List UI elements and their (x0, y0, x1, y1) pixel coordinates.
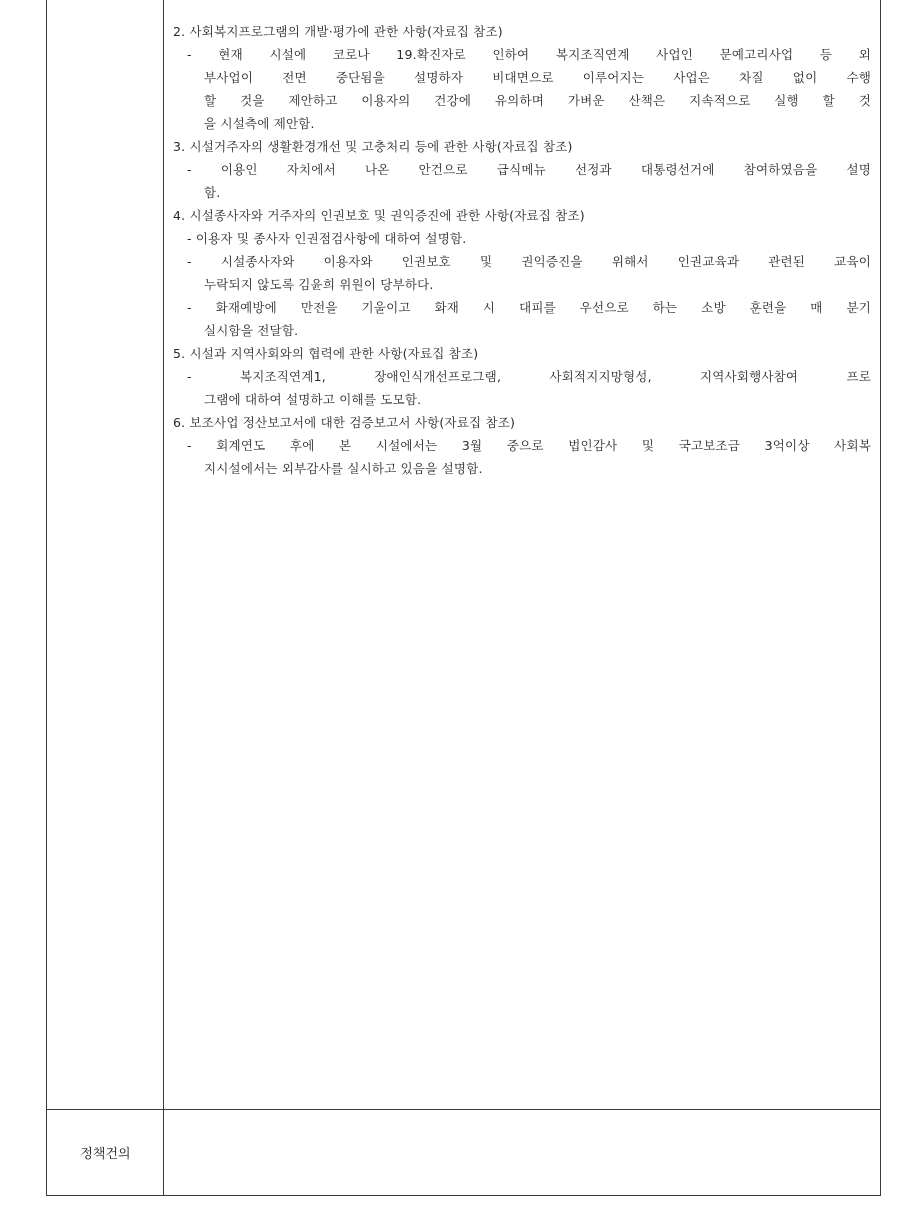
content-line: - 이용자 및 종사자 인권점검사항에 대하여 설명함. (187, 231, 467, 246)
row-divider (47, 1109, 880, 1110)
content-line: 5. 시설과 지역사회와의 협력에 관한 사항(자료집 참조) (173, 346, 479, 361)
content-line: - 회계연도 후에 본 시설에서는 3월 중으로 법인감사 및 국고보조금 3억이상 사회복 (187, 438, 871, 453)
label-column (47, 0, 164, 1195)
minutes-content (173, 20, 871, 480)
content-line: - 현재 시설에 코로나 19.확진자로 인하여 복지조직연계 사업인 문예고리사업 등 외 (187, 47, 871, 62)
content-line: 을 시설측에 제안함. (204, 116, 315, 131)
content-line: 실시함을 전달함. (204, 323, 299, 338)
policy-suggestion-label: 정책건의 (80, 1146, 131, 1162)
content-line: 지시설에서는 외부감사를 실시하고 있음을 설명함. (204, 461, 483, 476)
content-line: 할 것을 제안하고 이용자의 건강에 유의하며 가벼운 산책은 지속적으로 실행 할 것 (204, 93, 871, 108)
content-line: - 복지조직연계1, 장애인식개선프로그램, 사회적지지망형성, 지역사회행사참여 프로 (187, 369, 871, 384)
content-line: 4. 시설종사자와 거주자의 인권보호 및 권익증진에 관한 사항(자료집 참조) (173, 208, 585, 223)
minutes-table (46, 0, 881, 1196)
content-line: 2. 사회복지프로그램의 개발·평가에 관한 사항(자료집 참조) (173, 24, 503, 39)
content-line: - 시설종사자와 이용자와 인권보호 및 권익증진을 위해서 인권교육과 관련된 교육이 (187, 254, 871, 269)
content-line: 6. 보조사업 정산보고서에 대한 검증보고서 사항(자료집 참조) (173, 415, 516, 430)
content-line: - 화재예방에 만전을 기울이고 화재 시 대피를 우선으로 하는 소방 훈련을 매 분기 (187, 300, 871, 315)
content-line: 그램에 대하여 설명하고 이해를 도모함. (204, 392, 422, 407)
content-line: 함. (204, 185, 221, 200)
content-line: 누락되지 않도록 김윤희 위원이 당부하다. (204, 277, 434, 292)
content-line: 3. 시설거주자의 생활환경개선 및 고충처리 등에 관한 사항(자료집 참조) (173, 139, 573, 154)
content-line: 부사업이 전면 중단됨을 설명하자 비대면으로 이루어지는 사업은 차질 없이 수행 (204, 70, 871, 85)
content-line: - 이용인 자치에서 나온 안건으로 급식메뉴 선정과 대통령선거에 참여하였음을 설명 (187, 162, 871, 177)
